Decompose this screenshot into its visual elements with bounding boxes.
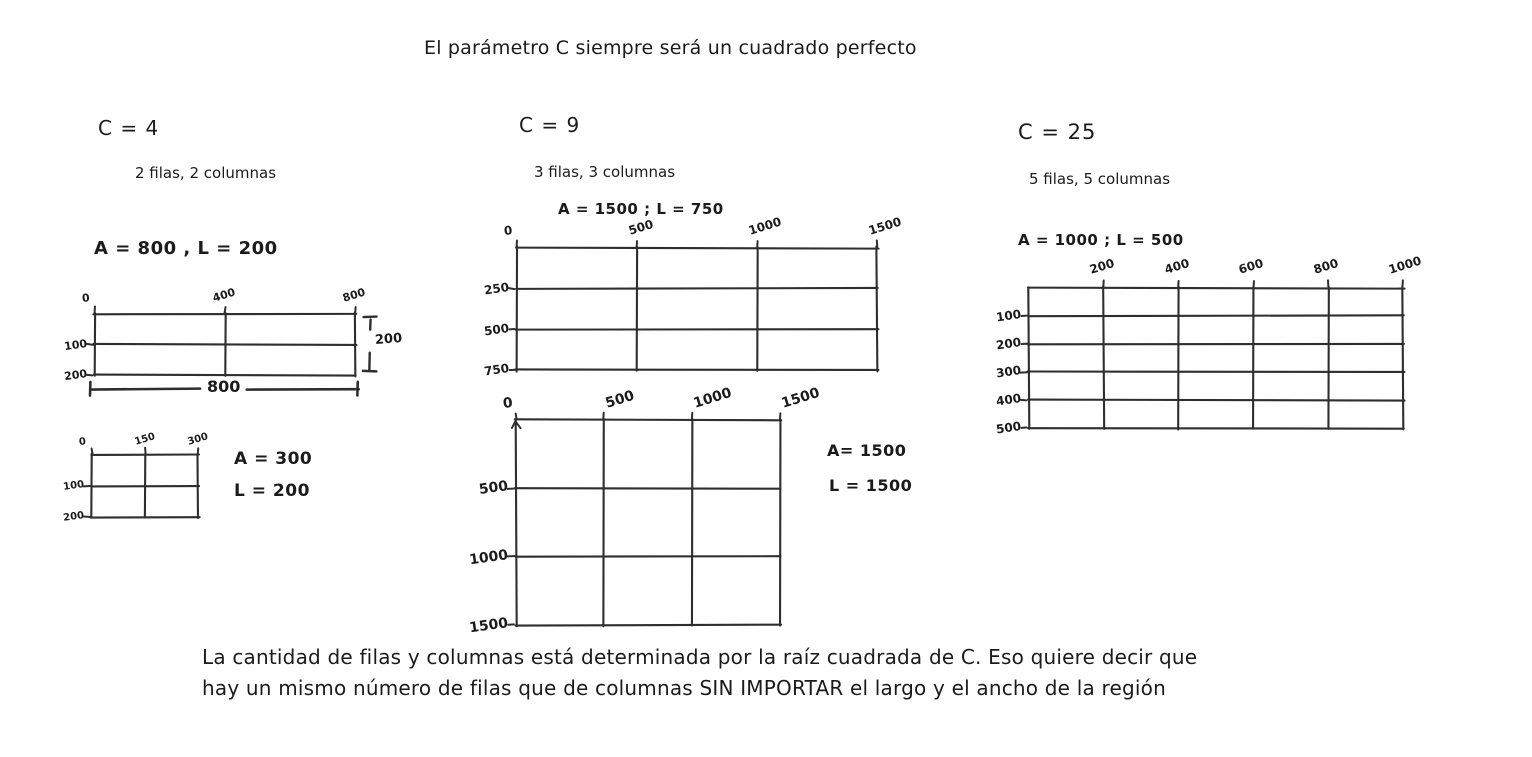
panel-c9-params: A = 1500 ; L = 750 [558,200,724,218]
left-tick-label: 100 [63,336,88,353]
c9-grid2-length-text: L = 1500 [829,476,913,495]
grid-line [1402,286,1403,429]
left-tick-label: 400 [995,391,1022,409]
top-tick-label: 150 [133,431,157,448]
left-tick-label: 200 [995,335,1022,353]
c4-grid2-length-text: L = 200 [234,481,310,501]
c4-grid1-height-dim-label: 200 [374,331,403,348]
panel-c25-params: A = 1000 ; L = 500 [1018,231,1184,249]
grid-line [516,625,782,626]
left-tick-label: 500 [995,419,1022,437]
left-tick-label: 100 [995,307,1022,325]
diagram-title: El parámetro C siempre será un cuadrado perfecto [424,37,917,59]
left-tick-label: 500 [483,320,510,339]
top-tick-label: 800 [341,285,367,305]
grid-line [92,449,93,455]
left-tick-label: 200 [62,509,85,524]
grid-line [87,344,93,345]
grid-line [509,288,515,289]
grid-line [516,420,517,627]
panel-c4-params: A = 800 , L = 200 [94,238,278,259]
c9-grid2-area-text: A= 1500 [827,441,907,460]
panel-c4-label: C = 4 [98,116,160,140]
top-tick-label: 1500 [779,384,822,412]
top-tick-label: 1000 [1386,253,1423,277]
grid-line [225,307,226,313]
top-tick-label: 200 [1087,255,1116,277]
top-tick-label: 0 [503,223,514,238]
top-tick-label: 0 [78,436,87,448]
top-tick-label: 0 [81,291,91,305]
top-tick-label: 800 [1312,255,1341,277]
footer-line-2: hay un mismo número de filas que de columnas SIN IMPORTAR el largo y el ancho de la región [202,676,1166,700]
grid-line [1028,288,1404,289]
footer-line-1: La cantidad de filas y columnas está determinada por la raíz cuadrada de C. Eso quiere decir que [202,645,1198,669]
left-tick-label: 750 [483,361,510,379]
panel-c25-subtitle: 5 filas, 5 columnas [1029,170,1171,188]
grid-line [1103,286,1104,428]
left-tick-label: 1500 [468,614,510,637]
grid-line [876,246,877,371]
top-tick-label: 300 [186,431,210,448]
grid-line [90,389,200,390]
top-tick-label: 500 [603,387,637,412]
grid-line [1028,400,1404,401]
top-tick-label: 1000 [746,214,783,238]
left-tick-label: 300 [995,363,1022,381]
top-tick-label: 400 [211,285,237,305]
top-tick-label: 500 [626,216,656,238]
top-tick-label: 400 [1162,255,1191,277]
panel-c25-label: C = 25 [1018,120,1097,144]
top-tick-label: 0 [502,395,514,412]
left-tick-label: 250 [483,280,510,298]
left-tick-label: 200 [63,367,88,384]
panel-c9-label: C = 9 [519,113,581,137]
grid-line [1028,315,1404,316]
top-tick-label: 1000 [691,384,734,412]
panel-c9-subtitle: 3 filas, 3 columnas [534,163,676,181]
top-tick-label: 1500 [866,214,903,238]
c4-grid1-width-dim-label: 800 [207,377,241,396]
left-tick-label: 100 [62,478,85,493]
left-tick-label: 500 [477,478,510,499]
grid-line [515,419,781,420]
grid-line [516,414,517,420]
top-tick-label: 600 [1237,255,1266,277]
grid-line [516,288,878,289]
grid-line [1028,287,1029,429]
c4-grid2-area-text: A = 300 [234,449,313,469]
panel-c4-subtitle: 2 filas, 2 columnas [135,164,277,182]
left-tick-label: 1000 [468,546,510,568]
grid-line [516,248,878,249]
